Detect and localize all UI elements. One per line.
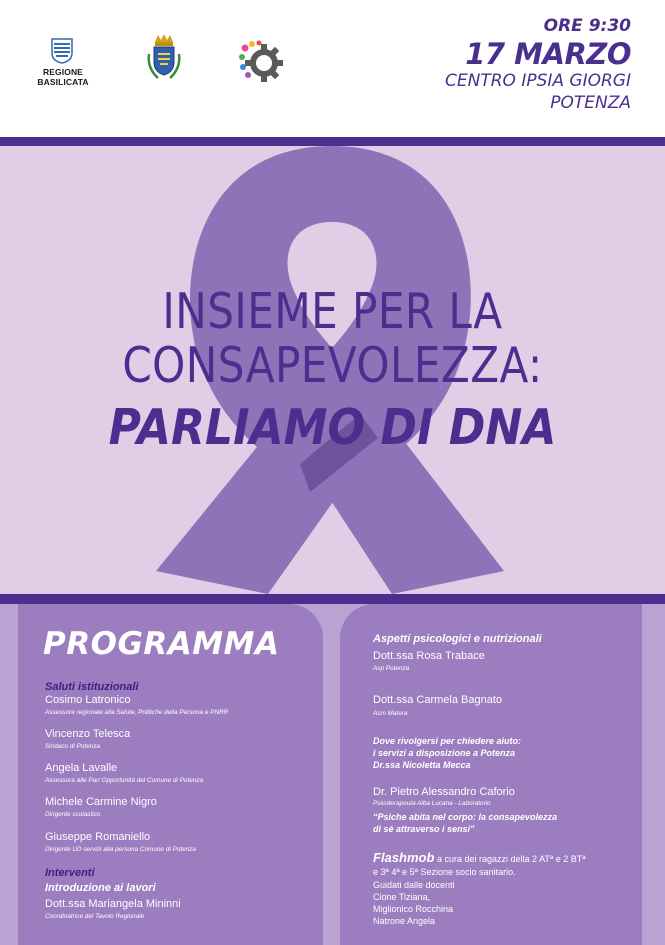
docente-item: Cione Tiziana, (373, 892, 431, 902)
guidati-label: Guidati dalle docenti (373, 880, 455, 890)
flashmob-label: Flashmob (373, 850, 435, 865)
speaker-name: Giuseppe Romaniello (45, 831, 151, 843)
speaker-name: Vincenzo Telesca (45, 728, 131, 740)
caforio-quote1: “Psiche abita nel corpo: la consapevolezza (373, 812, 558, 822)
dove-line3: Dr.ssa Nicoletta Mecca (373, 760, 471, 770)
speaker-name: Angela Lavalle (45, 762, 118, 774)
flashmob-line1: a cura dei ragazzi della 2 ATª e 2 BTª (437, 854, 586, 864)
event-time: ORE 9:30 (543, 16, 631, 36)
speaker-role: Dirigente UD servizi alla persona Comune di Potenza (45, 846, 196, 853)
divider-band-top (0, 137, 665, 146)
programme-title: PROGRAMMA (43, 626, 280, 662)
dove-line1: Dove rivolgersi per chiedere aiuto: (373, 736, 522, 746)
saluti-heading: Saluti istituzionali (45, 681, 139, 693)
comune-potenza-crest-icon (146, 32, 182, 82)
hero-banner (0, 146, 665, 594)
speaker-role: Assessore regionale alla Salute, Politiche della Persona e PNRR (45, 709, 229, 716)
trabace-role: Asp Potenza (373, 665, 410, 672)
speaker-role: Assessora alle Pari Opportunità del Comune di Potenza (45, 777, 204, 784)
interventi-heading: Interventi (45, 867, 95, 879)
dove-line2: i servizi a disposizione a Potenza (373, 748, 516, 758)
event-venue: CENTRO IPSIA GIORGI (445, 71, 631, 91)
speaker-role: Dirigente scolastico (45, 811, 101, 818)
speaker-role: Sindaco di Potenza (45, 743, 101, 750)
speaker-name: Michele Carmine Nigro (45, 796, 157, 808)
trabace-name: Dott.ssa Rosa Trabace (373, 650, 485, 662)
intro-speaker-role: Coordinatrice del Tavolo Regionale (45, 913, 145, 920)
hero-title-line3: PARLIAMO DI DNA (108, 399, 557, 456)
flashmob-line2: e 3ª 4ª e 5ª Sezione socio sanitario. (373, 867, 516, 877)
bagnato-name: Dott.ssa Carmela Bagnato (373, 694, 503, 706)
hero-title-line1: INSIEME PER LA (162, 283, 503, 340)
event-city: POTENZA (550, 93, 631, 113)
caforio-name: Dr. Pietro Alessandro Caforio (373, 786, 515, 798)
aspetti-heading: Aspetti psicologici e nutrizionali (373, 633, 542, 645)
regione-shield-icon (51, 38, 73, 64)
ipsia-gear-logo-icon (237, 39, 283, 85)
event-date: 17 MARZO (465, 37, 631, 71)
docente-item: Natrone Angela (373, 916, 436, 926)
divider-band-middle (0, 594, 665, 604)
docente-item: Miglionico Rocchina (373, 904, 454, 914)
intro-heading: Introduzione ai lavori (45, 882, 156, 894)
caforio-role: Psicoterapeuta Alba Lucana - Laboratorio (373, 800, 491, 807)
intro-speaker-name: Dott.ssa Mariangela Mininni (45, 898, 181, 910)
caforio-quote2: di sé attraverso i sensi” (373, 824, 475, 834)
hero-title-line2: CONSAPEVOLEZZA: (122, 337, 543, 394)
event-date-block (445, 14, 631, 114)
regione-caption: REGIONE BASILICATA (37, 67, 89, 87)
header (0, 0, 665, 137)
speaker-name: Cosimo Latronico (45, 694, 131, 706)
bagnato-role: Asm Matera (373, 710, 408, 717)
regione-basilicata-logo (18, 38, 108, 87)
